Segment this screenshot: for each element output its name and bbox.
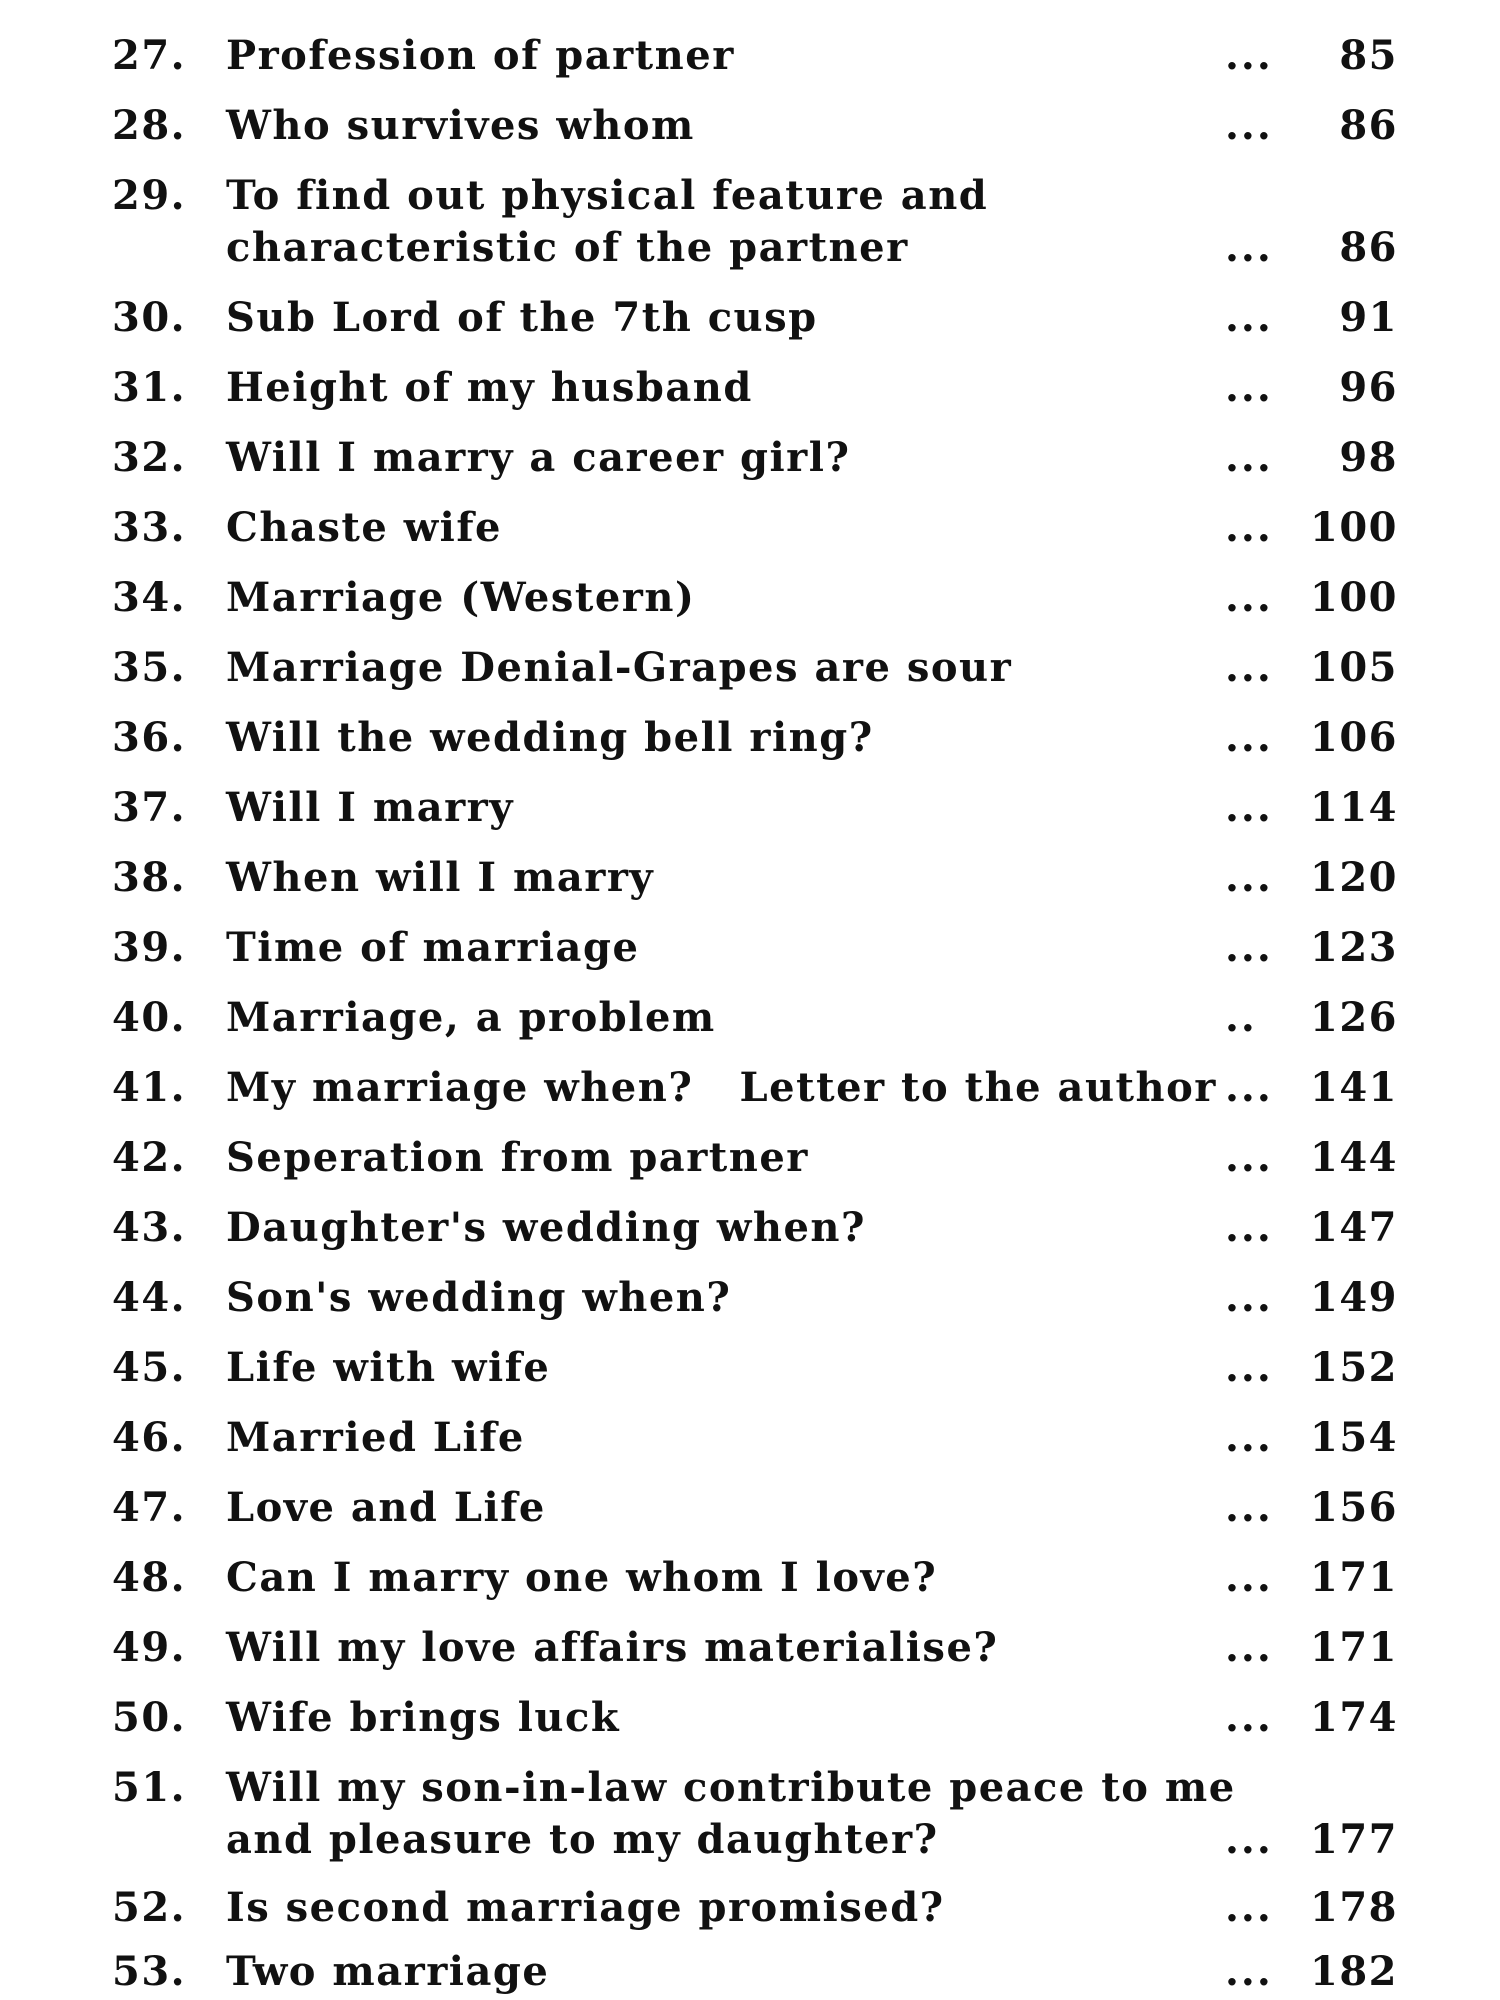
- entry-title-line: and pleasure to my daughter?: [226, 1816, 939, 1863]
- entry-number: 45.: [112, 1344, 187, 1391]
- entry-number: 41.: [112, 1064, 187, 1111]
- entry-title: [226, 292, 1226, 344]
- entry-page-number: 100: [1310, 504, 1398, 551]
- entry-page-number: 182: [1310, 1948, 1398, 1995]
- dot-leader: ...: [1225, 1064, 1273, 1111]
- dot-leader: ...: [1225, 1948, 1273, 1995]
- entry-number: 31.: [112, 364, 187, 411]
- entry-number: 37.: [112, 784, 187, 831]
- entry-page-number: 174: [1310, 1694, 1398, 1741]
- entry-page-number: 96: [1339, 364, 1398, 411]
- entry-title: [226, 992, 1226, 1044]
- entry-title-line: Can I marry one whom I love?: [226, 1554, 938, 1601]
- entry-title-line: Will I marry: [226, 784, 514, 831]
- entry-number: 28.: [112, 102, 187, 149]
- entry-page-number: 85: [1339, 32, 1398, 79]
- dot-leader: ...: [1225, 364, 1273, 411]
- dot-leader: ...: [1225, 1884, 1273, 1931]
- entry-number: 40.: [112, 994, 187, 1041]
- dot-leader: ...: [1225, 294, 1273, 341]
- dot-leader: ...: [1225, 224, 1273, 271]
- dot-leader: ...: [1225, 574, 1273, 621]
- entry-title-line: Marriage (Western): [226, 574, 696, 621]
- entry-title-line: Height of my husband: [226, 364, 753, 411]
- entry-title: [226, 1202, 1226, 1254]
- entry-title-line: To find out physical feature and: [226, 172, 989, 219]
- entry-title-line: Will the wedding bell ring?: [226, 714, 874, 761]
- dot-leader: ...: [1225, 32, 1273, 79]
- entry-title-line: Love and Life: [226, 1484, 546, 1531]
- dot-leader: ...: [1225, 644, 1273, 691]
- entry-title: [226, 502, 1226, 554]
- entry-page-number: 152: [1310, 1344, 1398, 1391]
- entry-title: [226, 572, 1226, 624]
- entry-page-number: 177: [1310, 1816, 1398, 1863]
- entry-number: 42.: [112, 1134, 187, 1181]
- entry-page-number: 154: [1310, 1414, 1398, 1461]
- entry-title: [226, 1762, 1236, 1866]
- entry-title: [226, 922, 1226, 974]
- entry-page-number: 120: [1310, 854, 1398, 901]
- dot-leader: ...: [1225, 434, 1273, 481]
- entry-title: [226, 642, 1226, 694]
- entry-number: 34.: [112, 574, 187, 621]
- entry-number: 50.: [112, 1694, 187, 1741]
- dot-leader: ...: [1225, 1204, 1273, 1251]
- dot-leader: ..: [1225, 994, 1257, 1041]
- entry-number: 39.: [112, 924, 187, 971]
- entry-title-line: Who survives whom: [226, 102, 695, 149]
- entry-title: [226, 1946, 1226, 1998]
- entry-title: [226, 362, 1226, 414]
- entry-number: 32.: [112, 434, 187, 481]
- entry-title: [226, 1342, 1226, 1394]
- dot-leader: ...: [1225, 924, 1273, 971]
- entry-title-line: Marriage Denial-Grapes are sour: [226, 644, 1013, 691]
- entry-title-line: characteristic of the partner: [226, 224, 909, 271]
- entry-number: 52.: [112, 1884, 187, 1931]
- entry-number: 48.: [112, 1554, 187, 1601]
- entry-title: [226, 1622, 1226, 1674]
- entry-title-line: Chaste wife: [226, 504, 502, 551]
- entry-page-number: 147: [1310, 1204, 1398, 1251]
- entry-title: [226, 1882, 1226, 1934]
- entry-title-line: Life with wife: [226, 1344, 551, 1391]
- entry-title-line: Marriage, a problem: [226, 994, 716, 1041]
- entry-page-number: 141: [1310, 1064, 1398, 1111]
- dot-leader: ...: [1225, 1134, 1273, 1181]
- entry-title: [226, 1272, 1226, 1324]
- entry-page-number: 126: [1310, 994, 1398, 1041]
- entry-number: 51.: [112, 1764, 187, 1811]
- entry-title-line: Daughter's wedding when?: [226, 1204, 866, 1251]
- entry-title-line: Will my son-in-law contribute peace to me: [226, 1764, 1236, 1811]
- dot-leader: ...: [1225, 714, 1273, 761]
- entry-title-line: My marriage when? Letter to the author: [226, 1064, 1217, 1111]
- entry-title: [226, 1692, 1226, 1744]
- entry-number: 27.: [112, 32, 187, 79]
- entry-title-line: Married Life: [226, 1414, 525, 1461]
- entry-title: [226, 432, 1226, 484]
- entry-page-number: 178: [1310, 1884, 1398, 1931]
- entry-number: 43.: [112, 1204, 187, 1251]
- entry-title-line: Seperation from partner: [226, 1134, 809, 1181]
- entry-page-number: 106: [1310, 714, 1398, 761]
- entry-page-number: 144: [1310, 1134, 1398, 1181]
- entry-title-line: Son's wedding when?: [226, 1274, 732, 1321]
- entry-page-number: 86: [1339, 102, 1398, 149]
- entry-page-number: 100: [1310, 574, 1398, 621]
- entry-title: [226, 30, 1226, 82]
- entry-page-number: 105: [1310, 644, 1398, 691]
- entry-title-line: When will I marry: [226, 854, 655, 901]
- entry-page-number: 171: [1310, 1554, 1398, 1601]
- entry-title-line: Will my love affairs materialise?: [226, 1624, 999, 1671]
- entry-title: [226, 1412, 1226, 1464]
- dot-leader: ...: [1225, 1484, 1273, 1531]
- entry-page-number: 123: [1310, 924, 1398, 971]
- entry-page-number: 86: [1339, 224, 1398, 271]
- entry-page-number: 171: [1310, 1624, 1398, 1671]
- entry-title-line: Wife brings luck: [226, 1694, 621, 1741]
- entry-title: [226, 1062, 1226, 1114]
- entry-title-line: Is second marriage promised?: [226, 1884, 945, 1931]
- entry-number: 47.: [112, 1484, 187, 1531]
- dot-leader: ...: [1225, 1554, 1273, 1601]
- entry-title: [226, 852, 1226, 904]
- entry-number: 35.: [112, 644, 187, 691]
- dot-leader: ...: [1225, 854, 1273, 901]
- entry-number: 33.: [112, 504, 187, 551]
- entry-title: [226, 712, 1226, 764]
- dot-leader: ...: [1225, 1624, 1273, 1671]
- entry-number: 29.: [112, 172, 187, 219]
- entry-title-line: Sub Lord of the 7th cusp: [226, 294, 818, 341]
- dot-leader: ...: [1225, 102, 1273, 149]
- entry-page-number: 114: [1310, 784, 1398, 831]
- entry-page-number: 91: [1339, 294, 1398, 341]
- entry-number: 46.: [112, 1414, 187, 1461]
- dot-leader: ...: [1225, 1274, 1273, 1321]
- entry-number: 49.: [112, 1624, 187, 1671]
- dot-leader: ...: [1225, 1344, 1273, 1391]
- entry-title-line: Time of marriage: [226, 924, 640, 971]
- entry-title-line: Two marriage: [226, 1948, 550, 1995]
- dot-leader: ...: [1225, 784, 1273, 831]
- dot-leader: ...: [1225, 1694, 1273, 1741]
- entry-title: [226, 100, 1226, 152]
- entry-title: [226, 1552, 1226, 1604]
- entry-title-line: Profession of partner: [226, 32, 735, 79]
- dot-leader: ...: [1225, 1414, 1273, 1461]
- entry-title: [226, 1482, 1226, 1534]
- entry-page-number: 156: [1310, 1484, 1398, 1531]
- entry-number: 36.: [112, 714, 187, 761]
- entry-number: 44.: [112, 1274, 187, 1321]
- dot-leader: ...: [1225, 504, 1273, 551]
- entry-page-number: 149: [1310, 1274, 1398, 1321]
- entry-title: [226, 1132, 1226, 1184]
- dot-leader: ...: [1225, 1816, 1273, 1863]
- entry-number: 53.: [112, 1948, 187, 1995]
- entry-title: [226, 782, 1226, 834]
- entry-title: [226, 170, 1226, 274]
- entry-number: 38.: [112, 854, 187, 901]
- entry-page-number: 98: [1339, 434, 1398, 481]
- entry-title-line: Will I marry a career girl?: [226, 434, 851, 481]
- entry-number: 30.: [112, 294, 187, 341]
